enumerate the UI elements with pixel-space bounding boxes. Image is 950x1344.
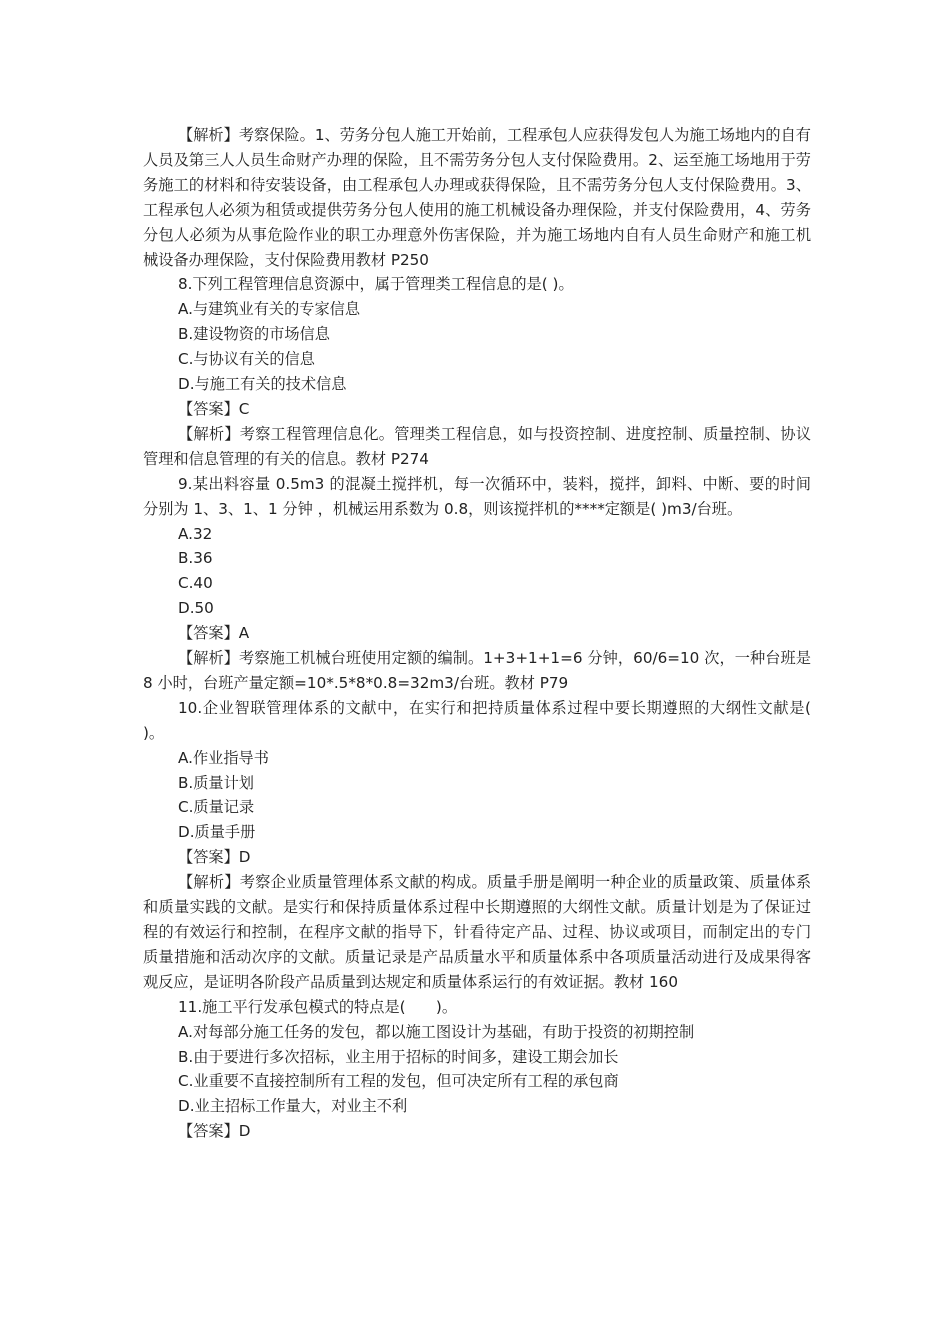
question-8: 8.下列工程管理信息资源中，属于管理类工程信息的是( )。 <box>178 275 574 294</box>
q9-option-d: D.50 <box>178 599 214 618</box>
q9-option-a: A.32 <box>178 524 213 543</box>
question-10: 10.企业智联管理体系的文献中，在实行和把持质量体系过程中要长期遵照的大纲性文献是( )。 <box>143 698 811 742</box>
q9-option-c: C.40 <box>178 574 213 593</box>
document-page <box>143 123 811 1144</box>
analysis-paragraph-q7: 【解析】考察保险。1、劳务分包人施工开始前，工程承包人应获得发包人为施工场地内的自有人员及第三人人员生命财产办理的保险，且不需劳务分包人支付保险费用。2、运至施工场地用于劳务施工的材料和待安装设备，由工程承包人办理或获得保险，且不需劳务分包人支付保险费用。3、工程承包人必须为租赁或提供劳务分包人使用的施工机械设备办理保险，并支付保险费用，4、劳务分包人必须为从事危险作业的职工办理意外伤害保险，并为施工场地内自有人员生命财产和施工机械设备办理保险，支付保险费用教材 P250 <box>143 126 811 269</box>
question-9: 9.某出料容量 0.5m3 的混凝土搅拌机，每一次循环中，装料，搅拌，卸料、中断、要的时间分别为 1、3、1、1 分钟 ，机械运用系数为 0.8，则该搅拌机的****定额是( )m3/台班。 <box>143 474 811 518</box>
q8-option-b: B.建设物资的市场信息 <box>178 325 330 344</box>
q8-option-d: D.与施工有关的技术信息 <box>178 375 347 394</box>
q8-option-a: A.与建筑业有关的专家信息 <box>178 300 361 319</box>
q11-answer: 【答案】D <box>178 1122 251 1141</box>
q10-answer: 【答案】D <box>178 848 251 867</box>
q11-option-d: D.业主招标工作量大，对业主不利 <box>178 1097 408 1116</box>
q11-option-c: C.业重要不直接控制所有工程的发包，但可决定所有工程的承包商 <box>178 1072 619 1091</box>
q9-analysis: 【解析】考察施工机械台班使用定额的编制。1+3+1+1=6 分钟，60/6=10 次，一种台班是 8 小时，台班产量定额=10*.5*8*0.8=32m3/台班。教材 P79 <box>143 649 811 692</box>
question-11: 11.施工平行发承包模式的特点是( )。 <box>178 997 458 1016</box>
q10-option-b: B.质量计划 <box>178 773 254 792</box>
q11-option-b: B.由于要进行多次招标，业主用于招标的时间多，建设工期会加长 <box>178 1047 619 1066</box>
q11-option-a: A.对每部分施工任务的发包，都以施工图设计为基础，有助于投资的初期控制 <box>178 1022 695 1041</box>
q9-answer: 【答案】A <box>178 624 250 643</box>
q8-option-c: C.与协议有关的信息 <box>178 350 315 369</box>
q9-option-b: B.36 <box>178 549 213 568</box>
q10-option-d: D.质量手册 <box>178 823 256 842</box>
q10-option-c: C.质量记录 <box>178 798 255 817</box>
q10-option-a: A.作业指导书 <box>178 748 269 767</box>
q10-analysis: 【解析】考察企业质量管理体系文献的构成。质量手册是阐明一种企业的质量政策、质量体系和质量实践的文献。是实行和保持质量体系过程中长期遵照的大纲性文献。质量计划是为了保证过程的有效运行和控制，在程序文献的指导下，针看待定产品、过程、协议或项目，而制定出的专门质量措施和活动次序的文献。质量记录是产品质量水平和质量体系中各项质量活动进行及成果得客观反应，是证明各阶段产品质量到达规定和质量体系运行的有效证据。教材 160 <box>143 873 811 991</box>
q8-answer: 【答案】C <box>178 399 250 418</box>
q8-analysis: 【解析】考察工程管理信息化。管理类工程信息，如与投资控制、进度控制、质量控制、协议管理和信息管理的有关的信息。教材 P274 <box>143 424 811 468</box>
